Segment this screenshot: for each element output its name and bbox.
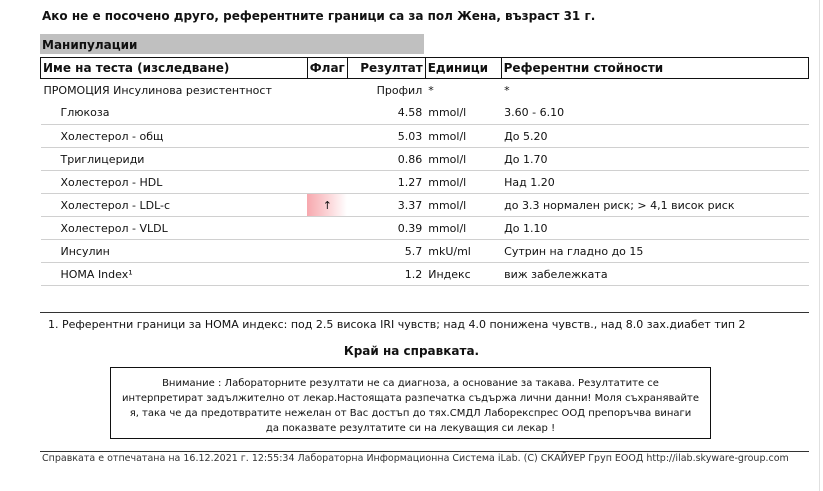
test-name: Инсулин: [41, 240, 308, 263]
test-reference: До 5.20: [501, 125, 808, 148]
test-flag: [307, 263, 347, 286]
test-flag: [307, 217, 347, 240]
test-flag: [307, 148, 347, 171]
table-row: [41, 148, 809, 171]
test-result: 5.03: [347, 125, 425, 148]
table-row: [41, 102, 809, 125]
test-units: mmol/l: [425, 125, 501, 148]
test-result: 5.7: [347, 240, 425, 263]
test-result: 1.2: [347, 263, 425, 286]
warning-line: я, така че да предотвратите нежелан от Вас достъп до тях.СМДЛ Лаборекспрес ООД препоръчва винаги: [129, 408, 692, 419]
test-name: HOMA Index¹: [41, 263, 308, 286]
test-reference: Сутрин на гладно до 15: [501, 240, 808, 263]
test-flag: [307, 102, 347, 125]
report-header-note: Ако не е посочено друго, референтните граници са за пол Жена, възраст 31 г.: [42, 9, 596, 23]
test-name: Триглицериди: [41, 148, 308, 171]
test-result: 4.58: [347, 102, 425, 125]
table-row: [41, 171, 809, 194]
test-flag: ↑: [307, 194, 347, 217]
test-name: Холестерол - VLDL: [41, 217, 308, 240]
test-result: 3.37: [347, 194, 425, 217]
column-header-reference: Референтни стойности: [501, 58, 808, 79]
table-row: [41, 263, 809, 286]
test-units: mmol/l: [425, 171, 501, 194]
warning-line: Внимание : Лабораторните резултати не са диагноза, а основание за такава. Резултатите се: [162, 378, 659, 389]
test-reference: Над 1.20: [501, 171, 808, 194]
section-title: Манипулации: [40, 34, 424, 54]
warning-line: интерпретират задължително от лекар.Настоящата разпечатка съдържа лични данни! Моля съхранявайте: [122, 393, 699, 404]
test-reference: *: [504, 83, 510, 97]
table-row: [41, 125, 809, 148]
test-name: Холестерол - общ: [41, 125, 308, 148]
test-result: Профил: [376, 83, 423, 97]
footnote: 1. Референтни граници за HOMA индекс: под 2.5 висока IRI чувств; над 4.0 понижена чувств., над 8.0 зах.диабет тип 2: [48, 318, 746, 331]
test-flag: [307, 240, 347, 263]
warning-line: да показвате резултатите си на лекуващия си лекар !: [265, 423, 556, 434]
test-units: mmol/l: [425, 194, 501, 217]
test-name: Холестерол - HDL: [41, 171, 308, 194]
print-footer: Справката е отпечатана на 16.12.2021 г. 12:55:34 Лабораторна Информационна Система iLab. (C) СКАЙУЕР Груп ЕООД http://ilab.skyware-group.com: [42, 453, 789, 464]
column-header-result: Резултат: [347, 58, 425, 79]
test-units: *: [428, 83, 434, 97]
column-header-name: Име на теста (изследване): [41, 58, 308, 79]
table-row: [41, 194, 809, 217]
table-row: [41, 217, 809, 240]
test-reference: До 1.70: [501, 148, 808, 171]
column-header-flag: Флаг: [307, 58, 347, 79]
column-header-units: Единици: [425, 58, 501, 79]
footer-divider: [40, 451, 809, 452]
test-reference: До 1.10: [501, 217, 808, 240]
test-name: Глюкоза: [41, 102, 308, 125]
divider: [40, 312, 809, 313]
table-header-row: [41, 58, 809, 79]
test-reference: до 3.3 нормален риск; > 4,1 висок риск: [501, 194, 808, 217]
test-units: mkU/ml: [425, 240, 501, 263]
window-edge: [819, 0, 820, 491]
test-result: 1.27: [347, 171, 425, 194]
test-result: 0.39: [347, 217, 425, 240]
profile-row: [41, 79, 809, 102]
warning-box: [110, 367, 711, 439]
test-flag: [307, 171, 347, 194]
test-name: ПРОМОЦИЯ Инсулинова резистентност: [43, 83, 272, 97]
test-units: mmol/l: [425, 217, 501, 240]
test-reference: виж забележката: [501, 263, 808, 286]
test-flag: [307, 125, 347, 148]
test-units: mmol/l: [425, 102, 501, 125]
test-name: Холестерол - LDL-c: [41, 194, 308, 217]
table-row: [41, 240, 809, 263]
test-result: 0.86: [347, 148, 425, 171]
end-of-report: Край на справката.: [343, 344, 480, 358]
test-reference: 3.60 - 6.10: [501, 102, 808, 125]
results-table: [40, 57, 809, 286]
test-units: mmol/l: [425, 148, 501, 171]
test-units: Индекс: [425, 263, 501, 286]
